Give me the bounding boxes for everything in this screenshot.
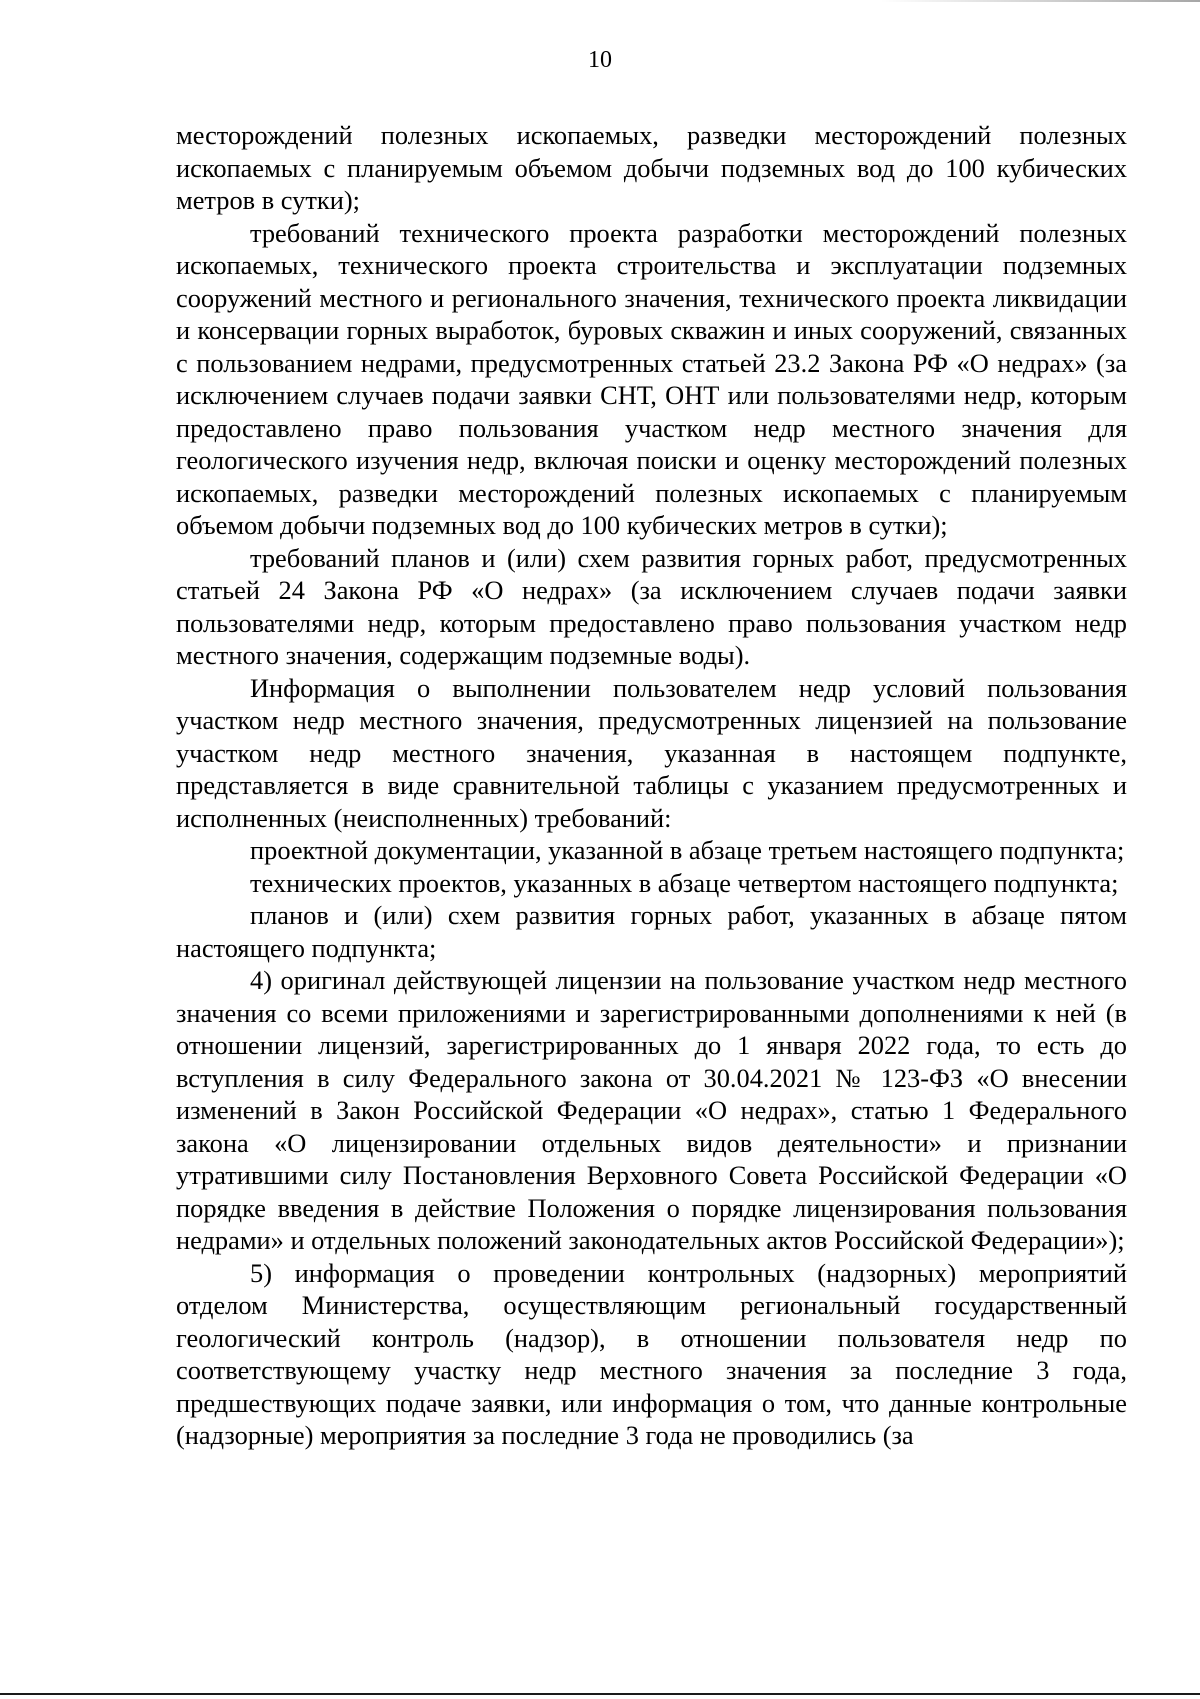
paragraph-continuation: месторождений полезных ископаемых, разведки месторождений полезных ископаемых с планируемым объемом добычи подземных вод до 100 кубических метров в сутки); <box>176 120 1127 215</box>
page-number: 10 <box>588 47 612 73</box>
paragraph-item-4-license-original: 4) оригинал действующей лицензии на пользование участком недр местного значения со всеми приложениями и зарегистрированными дополнениями к ней (в отношении лицензий, зарегистрированных до 1 января 2022 года, то есть до вступления в силу Федерального закона от 30.04.2021 № 123-ФЗ «О внесении изменений в Закон Российской Федерации «О недрах», статью 1 Федерального закона «О лицензировании отдельных видов деятельности» и признании утратившими силу Постановления Верховного Совета Российской Федерации «О порядке введения в действие Положения о порядке лицензирования пользования недрами» и отдельных положений законодательных актов Российской Федерации»); <box>176 965 1127 1255</box>
paragraph-item-5-inspection-info: 5) информация о проведении контрольных (надзорных) мероприятий отделом Министерства, осуществляющим региональный государственный геологический контроль (надзор), в отношении пользователя недр по соответствующему участку недр местного значения за последние 3 года, предшествующих подаче заявки, или информация о том, что данные контрольные (надзорные) мероприятия за последние 3 года не проводились (за <box>176 1257 1127 1450</box>
paragraph-mining-plan-requirements: требований планов и (или) схем развития горных работ, предусмотренных статьей 24 Закона РФ «О недрах» (за исключением случаев подачи заявки пользователями недр, которым предоставлено право пользования участком недр местного значения, содержащим подземные воды). <box>176 542 1127 670</box>
paragraph-technical-project-requirements: требований технического проекта разработки месторождений полезных ископаемых, технического проекта строительства и эксплуатации подземных сооружений местного и регионального значения, технического проекта ликвидации и консервации горных выработок, буровых скважин и иных сооружений, связанных с пользованием недрами, предусмотренных статьей 23.2 Закона РФ «О недрах» (за исключением случаев подачи заявки СНТ, ОНТ или пользователями недр, которым предоставлено право пользования участком недр местного значения для геологического изучения недр, включая поиски и оценку месторождений полезных ископаемых, разведки месторождений полезных ископаемых с планируемым объемом добычи подземных вод до 100 кубических метров в сутки); <box>176 217 1127 540</box>
scan-edge-bottom <box>0 1693 1200 1695</box>
paragraph-project-documentation: проектной документации, указанной в абзаце третьем настоящего подпункта; <box>250 835 1125 865</box>
paragraph-license-compliance-info: Информация о выполнении пользователем недр условий пользования участком недр местного значения, предусмотренных лицензией на пользование участком недр местного значения, указанная в настоящем подпункте, представляется в виде сравнительной таблицы с указанием предусмотренных и исполненных (неисполненных) требований: <box>176 672 1127 833</box>
paragraph-mining-plans: планов и (или) схем развития горных работ, указанных в абзаце пятом настоящего подпункта; <box>176 900 1127 963</box>
scan-edge-top <box>880 0 1200 2</box>
document-body <box>176 119 1127 1452</box>
paragraph-technical-projects: технических проектов, указанных в абзаце четвертом настоящего подпункта; <box>250 867 1119 898</box>
